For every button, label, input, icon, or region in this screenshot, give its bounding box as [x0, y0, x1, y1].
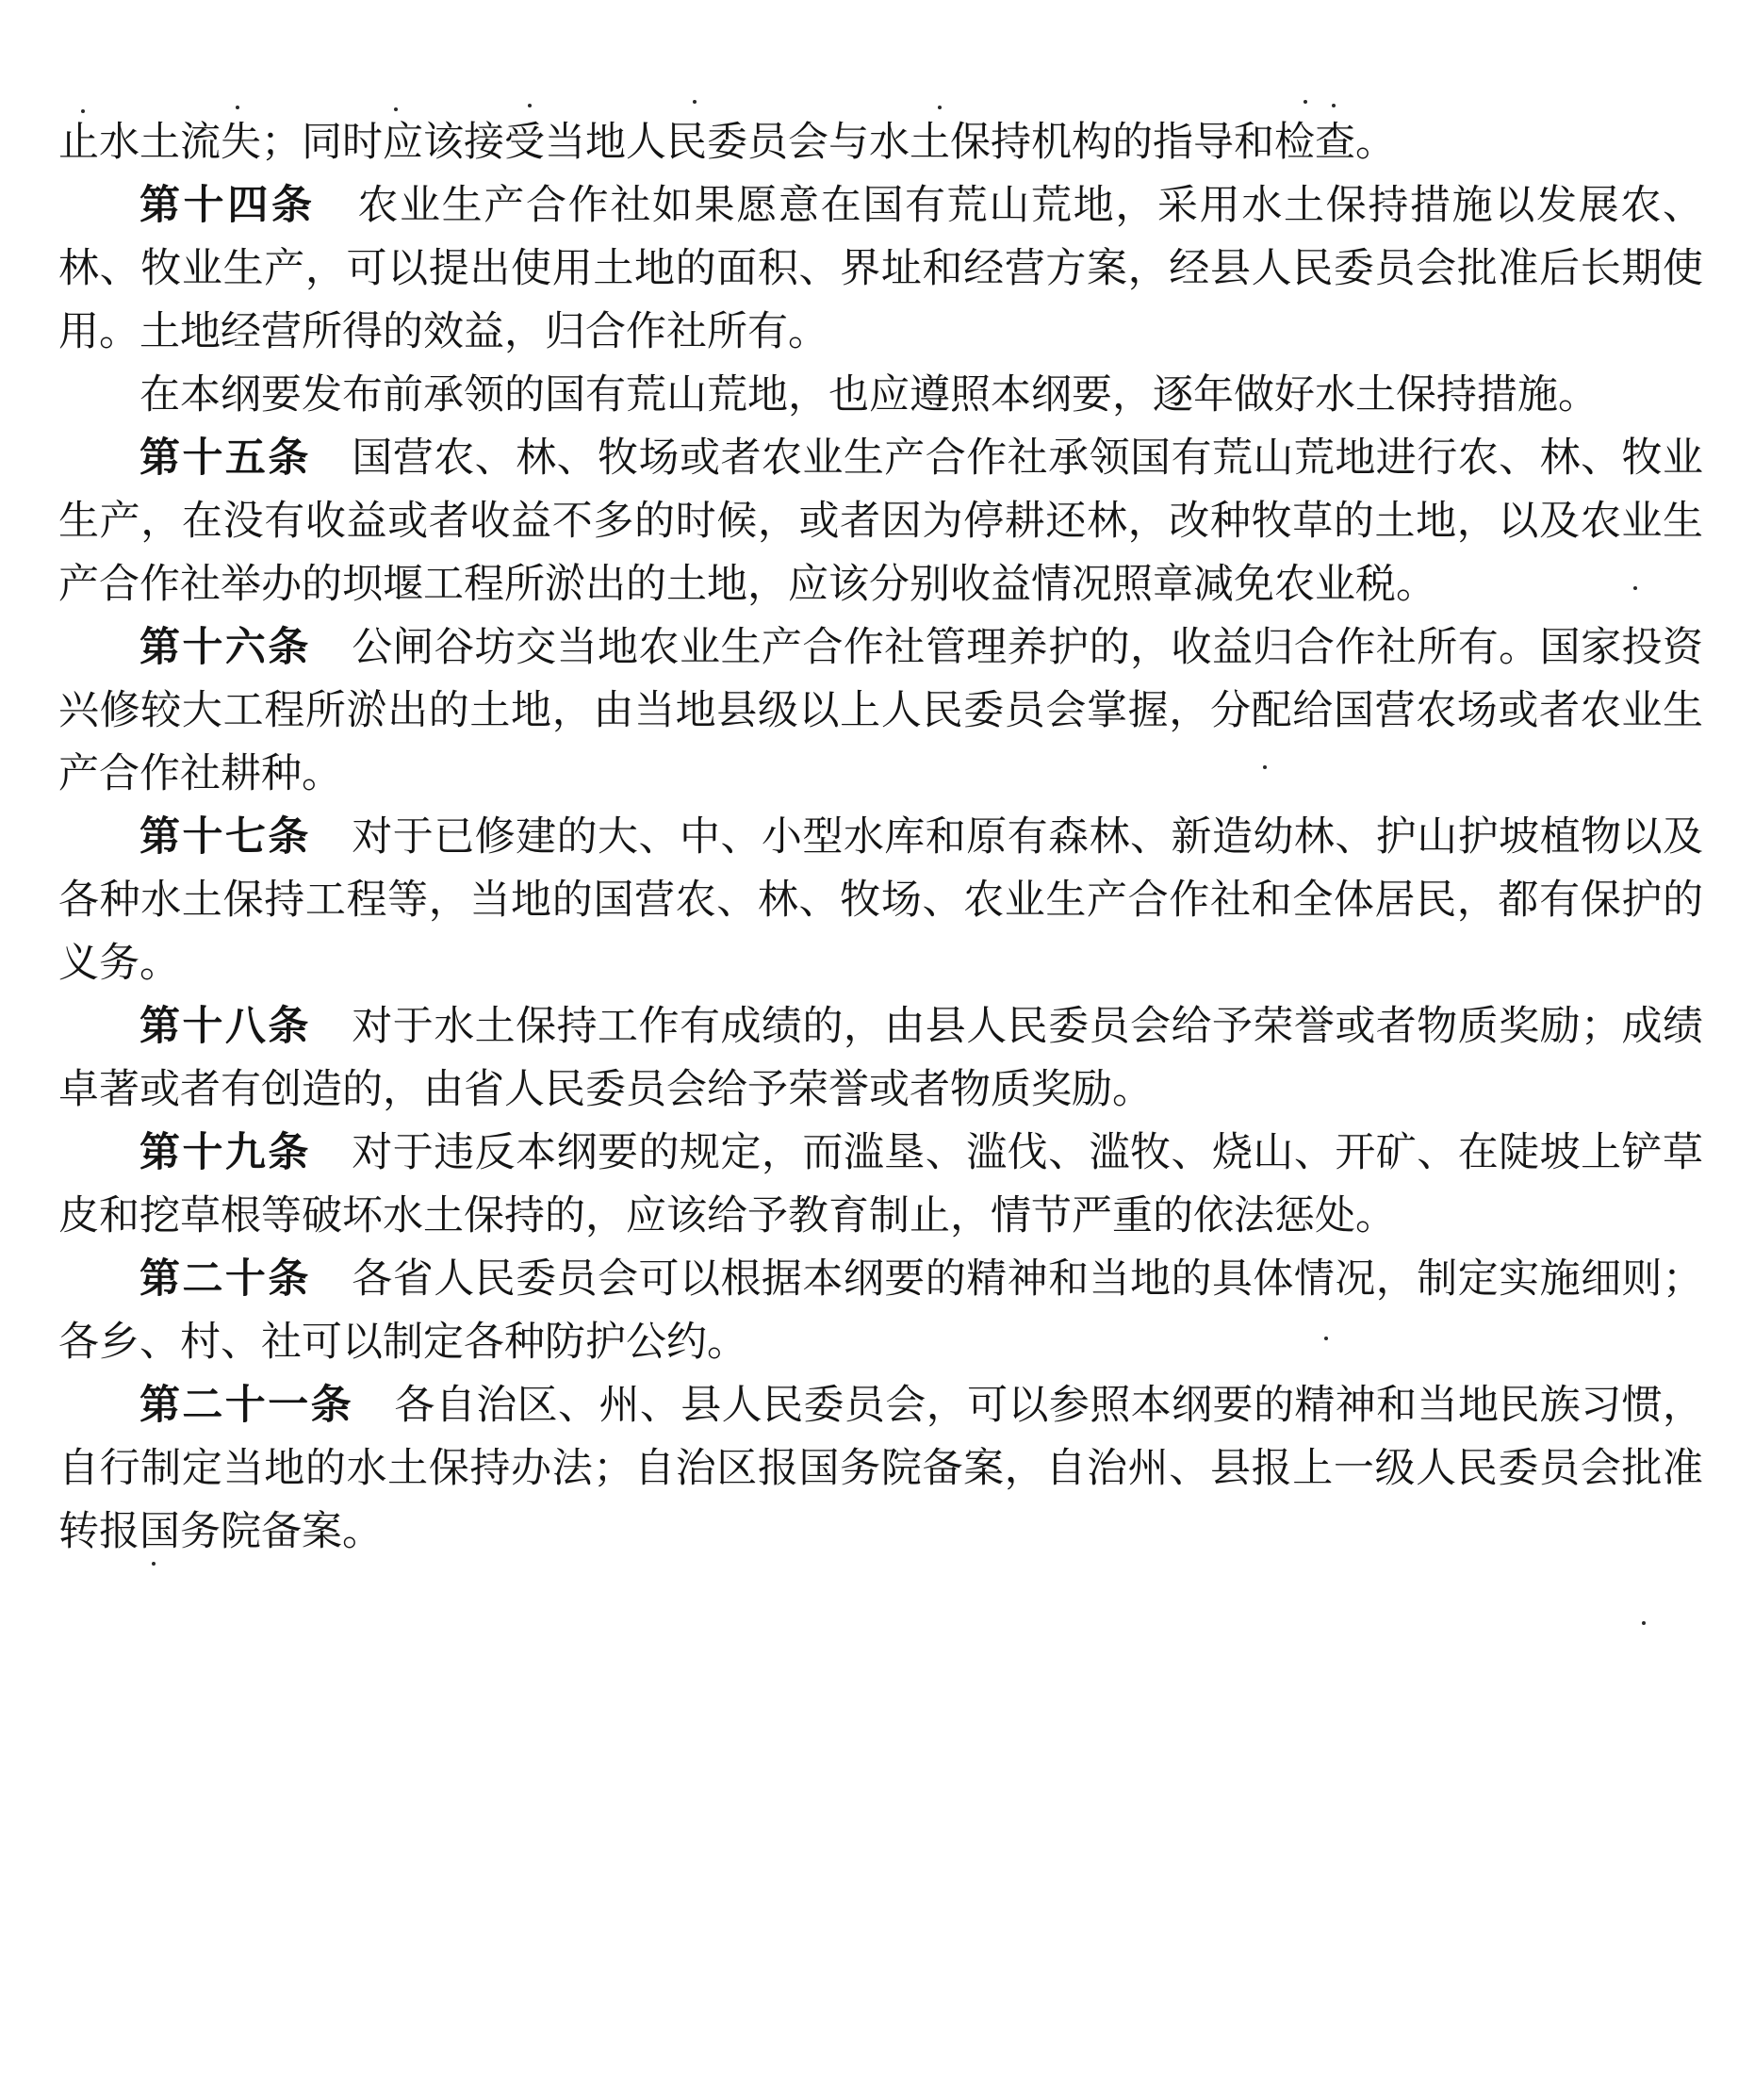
- scan-speck: [236, 106, 239, 109]
- article-text: [58, 111, 1703, 1564]
- scan-speck: [693, 100, 697, 104]
- article-body: 公闸谷坊交当地农业生产合作社管理养护的，收益归合作社所有。国家投资兴修较大工程所淤出的土地，由当地县级以上人民委员会掌握，分配给国营农场或者农业生产合作社耕种。: [58, 624, 1704, 797]
- scan-speck: [1304, 100, 1307, 104]
- article-heading: 第二十一条: [139, 1382, 354, 1429]
- scan-speck: [528, 104, 532, 107]
- article-21: [58, 1374, 1703, 1564]
- article-19: [58, 1122, 1703, 1248]
- article-body: 国营农、林、牧场或者农业生产合作社承领国有荒山荒地进行农、林、牧业生产，在没有收益或者收益不多的时候，或者因为停耕还林，改种牧草的土地，以及农业生产合作社举办的坝堰工程所淤出的土地，应该分别收益情况照章减免农业税。: [58, 435, 1704, 608]
- article-body: 农业生产合作社如果愿意在国有荒山荒地，采用水土保持措施以发展农、林、牧业生产，可以提出使用土地的面积、界址和经营方案，经县人民委员会批准后长期使用。土地经营所得的效益，归合作社所有。: [58, 182, 1704, 355]
- article-14: [58, 174, 1703, 364]
- article-body: 各自治区、州、县人民委员会，可以参照本纲要的精神和当地民族习惯，自行制定当地的水土保持办法；自治区报国务院备案，自治州、县报上一级人民委员会批准转报国务院备案。: [58, 1382, 1704, 1555]
- article-heading: 第十七条: [139, 813, 311, 861]
- article-body: 对于已修建的大、中、小型水库和原有森林、新造幼林、护山护坡植物以及各种水土保持工程等，当地的国营农、林、牧场、农业生产合作社和全体居民，都有保护的义务。: [58, 813, 1704, 987]
- article-17: [58, 806, 1703, 995]
- article-heading: 第二十条: [139, 1255, 311, 1303]
- scan-speck: [1642, 1621, 1646, 1625]
- article-body: 对于违反本纲要的规定，而滥垦、滥伐、滥牧、烧山、开矿、在陡坡上铲草皮和挖草根等破坏水土保持的，应该给予教育制止，情节严重的依法惩处。: [58, 1129, 1704, 1239]
- article-15: [58, 427, 1703, 616]
- article-body: 各省人民委员会可以根据本纲要的精神和当地的具体情况，制定实施细则；各乡、村、社可以制定各种防护公约。: [58, 1255, 1704, 1366]
- paragraph: [58, 364, 1703, 427]
- article-heading: 第十六条: [139, 624, 311, 671]
- article-body: 对于水土保持工作有成绩的，由县人民委员会给予荣誉或者物质奖励；成绩卓著或者有创造的，由省人民委员会给予荣誉或者物质奖励。: [58, 1003, 1704, 1113]
- article-heading: 第十九条: [139, 1129, 311, 1176]
- scan-speck: [1332, 104, 1336, 107]
- article-heading: 第十四条: [139, 182, 316, 229]
- paragraph: [58, 111, 1703, 174]
- article-16: [58, 616, 1703, 806]
- paragraph-text: 止水土流失；同时应该接受当地人民委员会与水土保持机构的指导和检查。: [58, 119, 1396, 166]
- article-18: [58, 995, 1703, 1122]
- scan-speck: [938, 106, 942, 109]
- article-heading: 第十八条: [139, 1003, 311, 1050]
- article-20: [58, 1248, 1703, 1374]
- article-heading: 第十五条: [139, 435, 311, 482]
- paragraph-text: 在本纲要发布前承领的国有荒山荒地，也应遵照本纲要，逐年做好水土保持措施。: [139, 371, 1599, 418]
